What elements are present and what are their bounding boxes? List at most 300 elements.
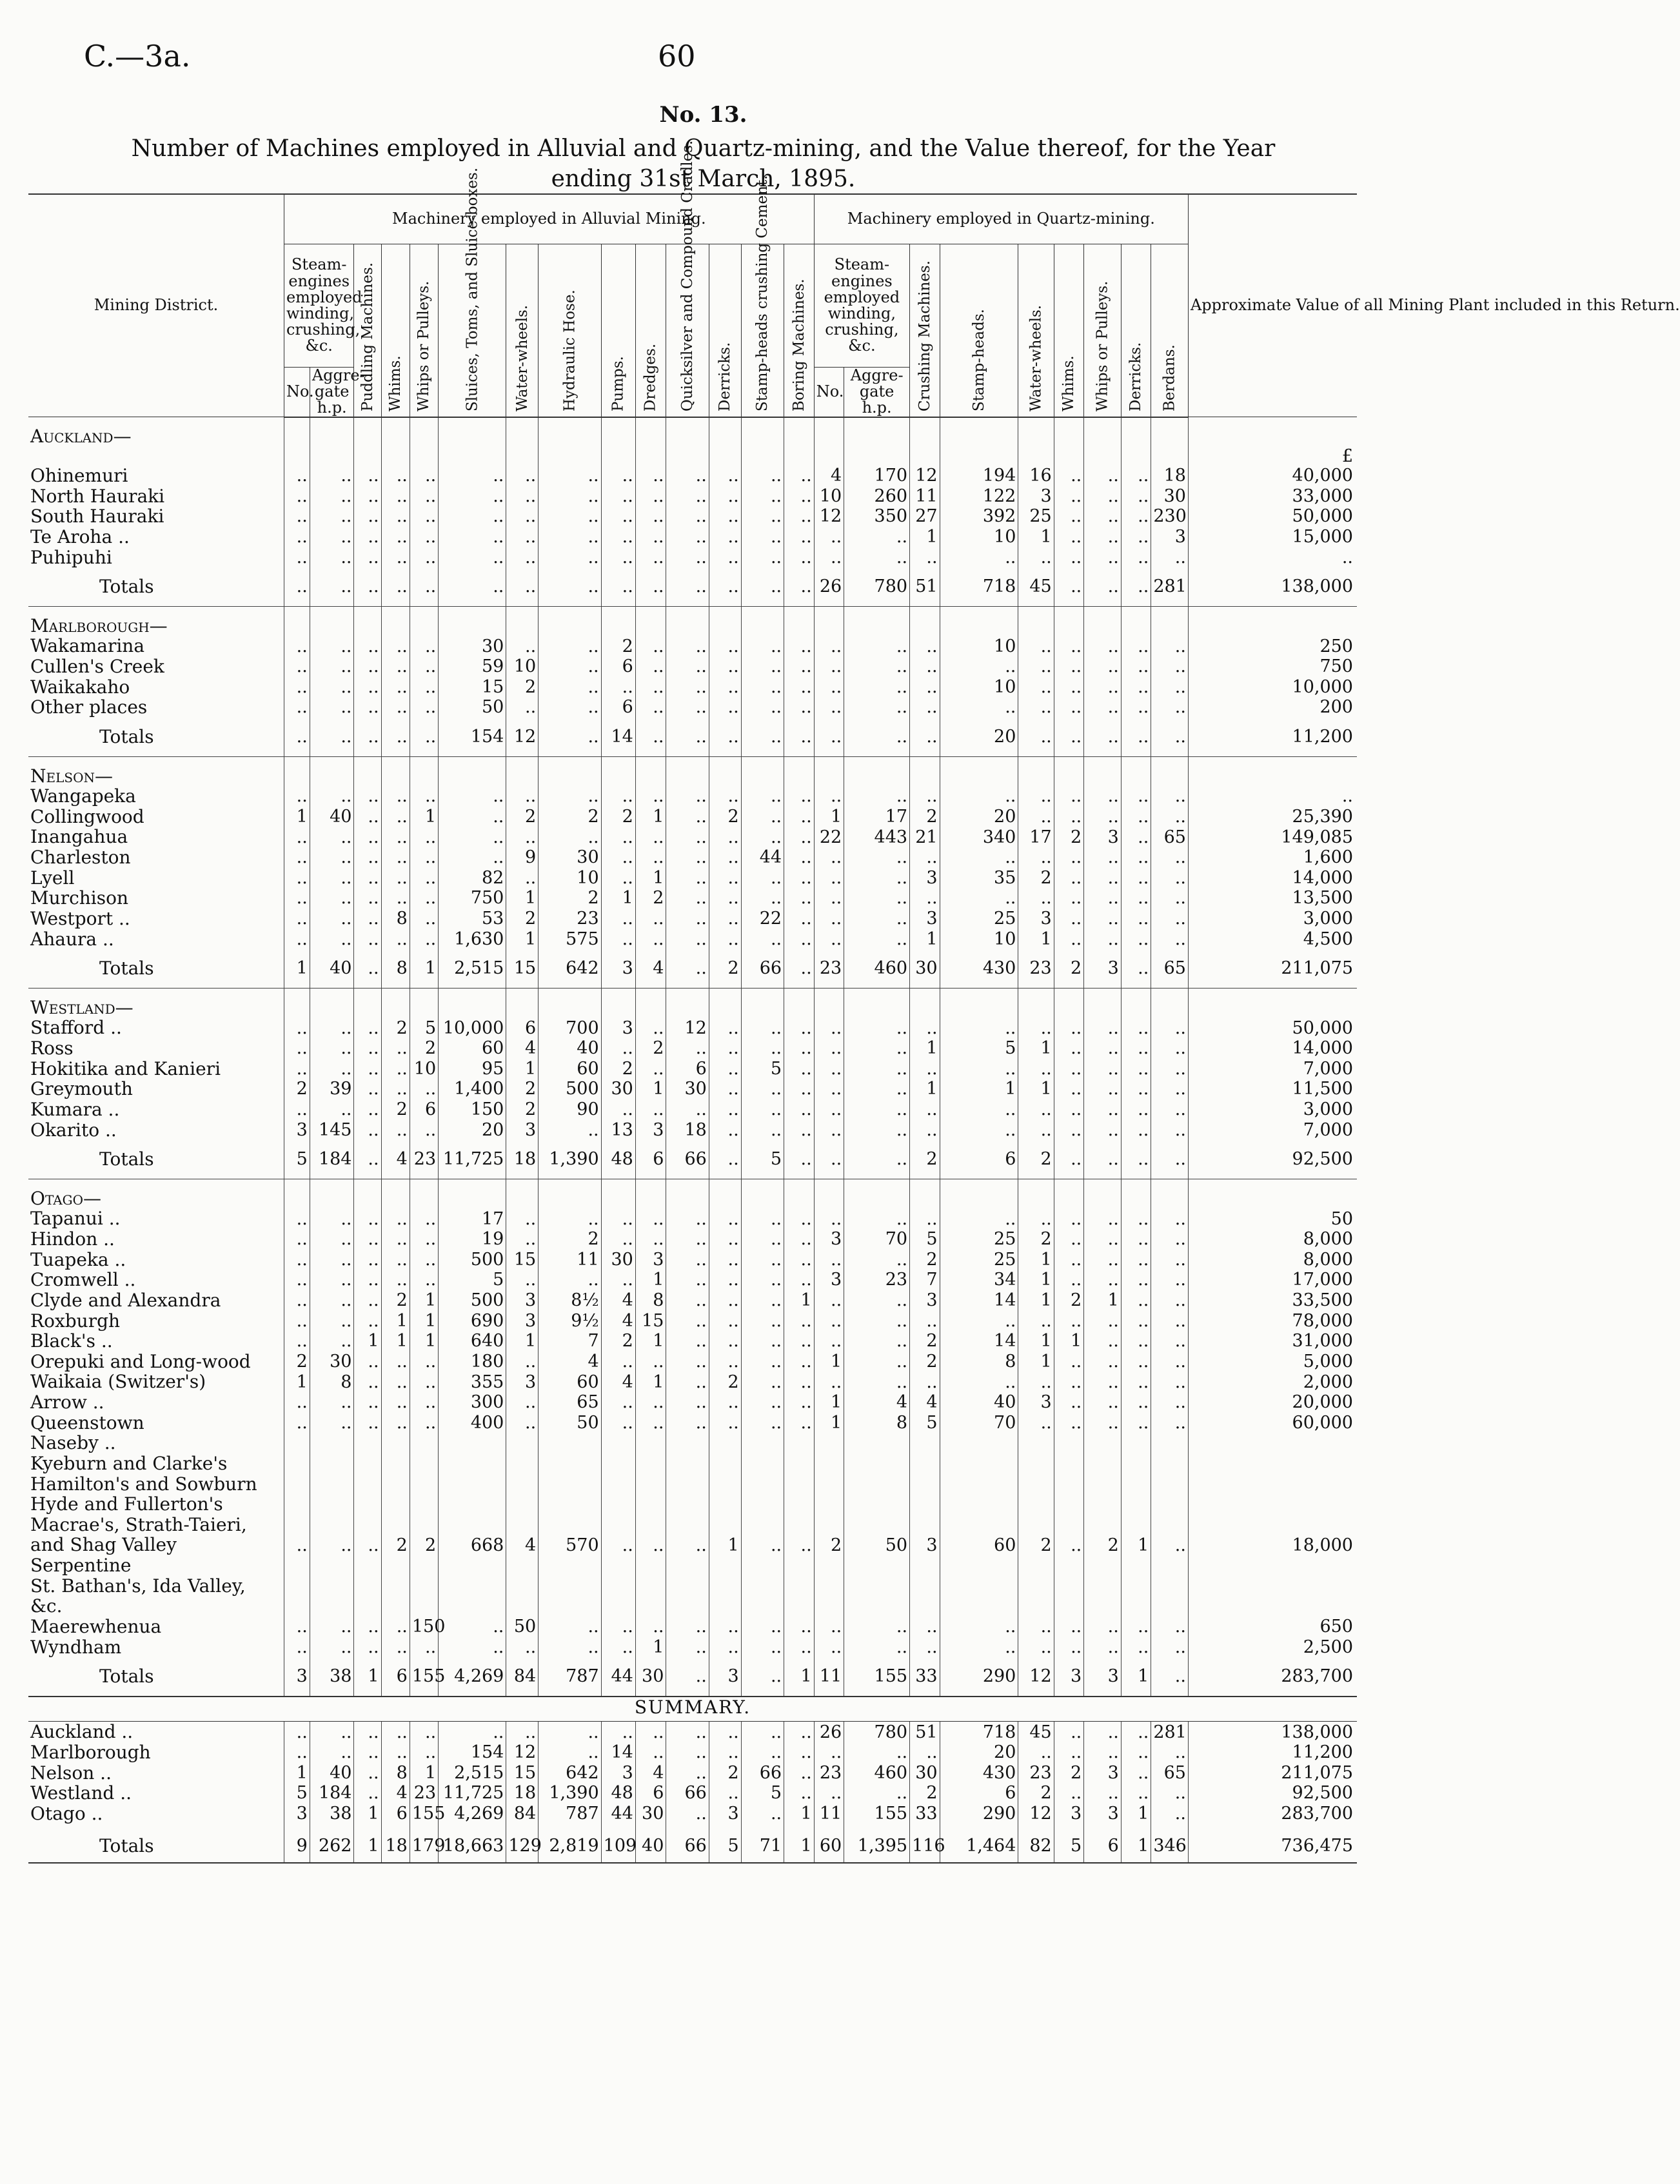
table-row <box>28 847 1357 868</box>
table-cell: .. <box>354 1413 381 1433</box>
table-cell: .. <box>601 1722 635 1742</box>
table-cell: .. <box>940 1372 1018 1392</box>
table-cell: .. <box>1084 888 1122 909</box>
table-cell: 2 <box>381 1290 410 1311</box>
table-cell: .. <box>635 929 666 950</box>
empty-cell <box>284 606 310 636</box>
table-cell: 6 <box>635 1783 666 1804</box>
table-cell: 1 <box>506 1059 539 1079</box>
col-waterwheels-alluvial: Water-wheels. <box>506 244 539 417</box>
table-cell <box>284 1494 310 1515</box>
empty-cell <box>381 1179 410 1208</box>
table-cell: 138,000 <box>1188 1722 1357 1742</box>
table-cell: 281 <box>1151 567 1189 606</box>
table-cell: .. <box>1121 718 1151 756</box>
table-cell: 6 <box>601 656 635 677</box>
empty-cell <box>1054 756 1084 786</box>
table-cell: 30 <box>910 1763 940 1784</box>
table-cell: 7,000 <box>1188 1059 1357 1079</box>
district-name: Stafford .. <box>30 1017 122 1039</box>
table-cell: .. <box>741 1372 784 1392</box>
table-cell <box>666 1433 709 1453</box>
table-cell: .. <box>1084 656 1122 677</box>
table-cell <box>410 1494 438 1515</box>
table-cell: .. <box>940 1617 1018 1637</box>
table-cell: .. <box>284 888 310 909</box>
table-cell: .. <box>284 1515 310 1555</box>
table-cell: .. <box>666 1515 709 1555</box>
table-cell: 2 <box>1018 1140 1054 1179</box>
table-cell: 31,000 <box>1188 1331 1357 1352</box>
table-cell: .. <box>1054 1617 1084 1637</box>
empty-cell <box>741 1179 784 1208</box>
empty-cell <box>635 606 666 636</box>
table-cell: .. <box>1188 547 1357 568</box>
empty-cell <box>1084 988 1122 1018</box>
table-cell: 145 <box>310 1120 354 1141</box>
table-cell <box>310 1576 354 1617</box>
empty-cell <box>1018 1179 1054 1208</box>
empty-cell <box>601 606 635 636</box>
table-cell <box>784 1474 815 1495</box>
table-row <box>28 636 1357 656</box>
district-name: Totals <box>28 718 284 756</box>
district-name: Ahaura .. <box>30 928 114 950</box>
table-cell: .. <box>381 1637 410 1658</box>
table-cell: 50 <box>844 1515 910 1555</box>
table-cell: 21 <box>910 827 940 847</box>
table-cell: 8,000 <box>1188 1250 1357 1270</box>
table-cell: 1 <box>284 807 310 827</box>
table-cell: .. <box>741 786 784 807</box>
table-cell: 2 <box>506 909 539 929</box>
table-cell <box>410 1576 438 1617</box>
table-cell: .. <box>709 677 741 698</box>
table-cell: .. <box>784 567 815 606</box>
table-cell: 1 <box>506 1331 539 1352</box>
table-cell: .. <box>1084 1250 1122 1270</box>
table-cell: .. <box>666 929 709 950</box>
table-row <box>28 1576 1357 1617</box>
empty-cell <box>1018 756 1054 786</box>
table-cell: 1 <box>635 1637 666 1658</box>
table-cell: .. <box>1084 677 1122 698</box>
table-cell: .. <box>910 1372 940 1392</box>
table-cell: .. <box>381 1722 410 1742</box>
empty-cell <box>741 606 784 636</box>
empty-cell <box>635 988 666 1018</box>
table-cell: .. <box>601 1617 635 1637</box>
table-cell: 44 <box>601 1804 635 1824</box>
table-cell: 65 <box>1151 949 1189 988</box>
table-cell: .. <box>709 1229 741 1250</box>
table-cell: 262 <box>310 1824 354 1864</box>
table-cell <box>310 1433 354 1453</box>
table-cell: .. <box>410 786 438 807</box>
table-cell: .. <box>910 1742 940 1763</box>
table-cell: .. <box>635 909 666 929</box>
table-cell: .. <box>354 506 381 527</box>
table-cell: .. <box>666 1413 709 1433</box>
table-cell: 60 <box>539 1059 601 1079</box>
table-cell: .. <box>1121 847 1151 868</box>
empty-cell <box>940 606 1018 636</box>
region-header-row <box>28 756 1357 786</box>
table-cell: .. <box>814 1290 844 1311</box>
table-cell: .. <box>310 929 354 950</box>
table-cell: 3 <box>910 1290 940 1311</box>
table-cell: .. <box>601 1352 635 1372</box>
table-cell: .. <box>666 1290 709 1311</box>
table-cell: 33,000 <box>1188 486 1357 507</box>
table-cell: .. <box>506 1208 539 1229</box>
table-cell: .. <box>506 506 539 527</box>
table-cell: 2,515 <box>439 949 506 988</box>
table-cell <box>1084 1555 1122 1576</box>
table-cell <box>940 1433 1018 1453</box>
table-cell: .. <box>354 1250 381 1270</box>
table-cell: .. <box>1151 1229 1189 1250</box>
table-cell <box>844 1555 910 1576</box>
table-cell: 10,000 <box>1188 677 1357 698</box>
table-cell: .. <box>940 1120 1018 1141</box>
table-cell: .. <box>709 1018 741 1038</box>
table-cell: 5 <box>741 1783 784 1804</box>
district-name: Kumara .. <box>30 1098 120 1120</box>
table-cell: 1 <box>410 949 438 988</box>
col-no-quartz: No. <box>814 368 844 417</box>
table-cell: .. <box>354 1372 381 1392</box>
table-cell: .. <box>709 1637 741 1658</box>
table-cell: .. <box>1151 807 1189 827</box>
table-cell <box>1018 1494 1054 1515</box>
table-cell: .. <box>635 656 666 677</box>
empty-cell <box>381 417 410 447</box>
table-cell <box>506 1453 539 1474</box>
table-cell <box>1054 1494 1084 1515</box>
table-cell: .. <box>635 636 666 656</box>
table-cell: 355 <box>439 1372 506 1392</box>
table-cell: .. <box>1121 1290 1151 1311</box>
table-cell <box>940 1555 1018 1576</box>
table-cell: .. <box>284 1331 310 1352</box>
table-row <box>28 1392 1357 1413</box>
table-cell: .. <box>709 1208 741 1229</box>
table-cell <box>741 1433 784 1453</box>
empty-cell <box>1188 988 1357 1018</box>
table-cell: 150 <box>410 1617 438 1637</box>
table-cell: .. <box>814 1637 844 1658</box>
table-cell: .. <box>439 447 506 486</box>
region-header-row <box>28 417 1357 447</box>
table-cell: 3 <box>709 1657 741 1697</box>
table-cell: 3 <box>601 1763 635 1784</box>
table-cell: 15 <box>635 1311 666 1332</box>
table-cell: .. <box>1151 786 1189 807</box>
table-cell: 1 <box>910 929 940 950</box>
table-cell: 1 <box>1018 1331 1054 1352</box>
table-cell: .. <box>635 447 666 486</box>
table-cell: 3 <box>1018 909 1054 929</box>
table-cell: .. <box>741 1120 784 1141</box>
table-cell: .. <box>1151 1352 1189 1372</box>
table-cell: .. <box>635 718 666 756</box>
table-cell: .. <box>284 1742 310 1763</box>
table-cell: 1 <box>354 1804 381 1824</box>
table-cell: .. <box>310 1059 354 1079</box>
table-cell: 3 <box>814 1270 844 1290</box>
empty-cell <box>539 988 601 1018</box>
table-cell: .. <box>1151 1372 1189 1392</box>
table-cell: .. <box>784 1018 815 1038</box>
table-cell: 5 <box>284 1140 310 1179</box>
table-row <box>28 1038 1357 1059</box>
table-cell: .. <box>784 888 815 909</box>
table-cell: .. <box>539 718 601 756</box>
empty-cell <box>381 606 410 636</box>
table-cell: 3 <box>1084 1804 1122 1824</box>
table-cell: 8½ <box>539 1290 601 1311</box>
table-cell <box>601 1555 635 1576</box>
table-cell: .. <box>1054 1079 1084 1099</box>
table-cell: .. <box>940 1099 1018 1120</box>
table-cell: 92,500 <box>1188 1783 1357 1804</box>
table-cell: 22 <box>741 909 784 929</box>
table-cell <box>844 1576 910 1617</box>
table-cell: .. <box>381 807 410 827</box>
empty-cell <box>1188 1179 1357 1208</box>
table-cell: 19 <box>439 1229 506 1250</box>
table-cell: .. <box>1018 888 1054 909</box>
table-cell: .. <box>539 1270 601 1290</box>
table-cell: .. <box>284 1637 310 1658</box>
table-cell: .. <box>539 827 601 847</box>
empty-cell <box>284 1179 310 1208</box>
table-cell: .. <box>709 1783 741 1804</box>
table-cell: 6 <box>1084 1824 1122 1864</box>
table-cell: 6 <box>410 1099 438 1120</box>
empty-cell <box>354 417 381 447</box>
table-cell <box>910 1555 940 1576</box>
table-cell: 500 <box>439 1290 506 1311</box>
table-cell: .. <box>1054 1270 1084 1290</box>
table-cell: .. <box>439 847 506 868</box>
document-reference: C.—3a. <box>84 39 191 74</box>
table-cell: .. <box>844 1617 910 1637</box>
table-cell: .. <box>784 1637 815 1658</box>
table-cell: .. <box>666 1250 709 1270</box>
table-cell <box>506 1555 539 1576</box>
empty-cell <box>666 988 709 1018</box>
table-row <box>28 677 1357 698</box>
table-cell: 460 <box>844 1763 910 1784</box>
district-name: Ohinemuri <box>30 465 128 487</box>
table-cell: .. <box>1018 1742 1054 1763</box>
table-cell: .. <box>1084 1270 1122 1290</box>
table-cell: .. <box>844 656 910 677</box>
table-cell: .. <box>506 697 539 718</box>
table-cell <box>709 1494 741 1515</box>
table-cell: .. <box>354 786 381 807</box>
table-cell: 170 <box>844 447 910 486</box>
table-cell: .. <box>410 527 438 547</box>
table-cell: .. <box>940 1018 1018 1038</box>
table-cell: .. <box>1054 1018 1084 1038</box>
table-cell: .. <box>784 1079 815 1099</box>
table-cell: .. <box>506 827 539 847</box>
table-cell: .. <box>539 656 601 677</box>
table-cell: .. <box>814 1120 844 1141</box>
table-cell: 149,085 <box>1188 827 1357 847</box>
table-cell: .. <box>354 567 381 606</box>
table-cell <box>539 1494 601 1515</box>
table-cell <box>940 1474 1018 1495</box>
table-cell: .. <box>410 1250 438 1270</box>
table-cell <box>814 1555 844 1576</box>
empty-cell <box>539 606 601 636</box>
empty-cell <box>814 1179 844 1208</box>
table-cell: .. <box>784 1229 815 1250</box>
table-cell: 4 <box>635 1763 666 1784</box>
table-cell: .. <box>910 786 940 807</box>
table-row <box>28 1372 1357 1392</box>
empty-cell <box>310 988 354 1018</box>
table-cell: .. <box>1151 1617 1189 1637</box>
table-cell: .. <box>354 1617 381 1637</box>
table-cell: 200 <box>1188 697 1357 718</box>
col-value: Approximate Value of all Mining Plant included in this Return. <box>1188 194 1357 417</box>
table-cell: 44 <box>741 847 784 868</box>
table-cell: .. <box>784 718 815 756</box>
table-cell: .. <box>1121 1372 1151 1392</box>
col-whips-alluvial: Whips or Pulleys. <box>410 244 438 417</box>
table-cell: 14 <box>940 1290 1018 1311</box>
table-cell: 3 <box>506 1120 539 1141</box>
table-cell <box>381 1433 410 1453</box>
table-cell: .. <box>741 447 784 486</box>
table-cell: .. <box>784 1392 815 1413</box>
table-cell: 50 <box>506 1617 539 1637</box>
table-cell <box>1121 1453 1151 1474</box>
table-cell: .. <box>1054 567 1084 606</box>
table-cell: .. <box>709 486 741 507</box>
table-cell: 392 <box>940 506 1018 527</box>
table-cell: 14,000 <box>1188 868 1357 889</box>
table-cell: .. <box>539 636 601 656</box>
table-cell: .. <box>1151 656 1189 677</box>
empty-cell <box>1054 1179 1084 1208</box>
table-cell: 430 <box>940 949 1018 988</box>
table-cell <box>439 1494 506 1515</box>
table-cell: 1 <box>381 1311 410 1332</box>
table-cell: 30 <box>310 1352 354 1372</box>
table-cell <box>709 1433 741 1453</box>
table-cell <box>709 1576 741 1617</box>
table-cell: 1,464 <box>940 1824 1018 1864</box>
table-cell: .. <box>354 847 381 868</box>
table-cell: .. <box>844 1311 910 1332</box>
table-cell: 11 <box>814 1657 844 1697</box>
table-cell <box>1188 1433 1357 1453</box>
table-cell: 20 <box>940 1742 1018 1763</box>
table-cell: .. <box>940 547 1018 568</box>
table-cell: .. <box>410 847 438 868</box>
table-cell: .. <box>1151 1657 1189 1697</box>
empty-cell <box>910 1179 940 1208</box>
table-cell: .. <box>910 888 940 909</box>
table-cell: .. <box>381 656 410 677</box>
table-cell: 340 <box>940 827 1018 847</box>
table-cell: 3 <box>635 1120 666 1141</box>
table-cell: 2 <box>410 1515 438 1555</box>
district-name: Black's .. <box>30 1330 113 1352</box>
table-cell: 3 <box>601 949 635 988</box>
table-cell <box>1084 1494 1122 1515</box>
table-cell: .. <box>1121 929 1151 950</box>
table-cell: .. <box>1084 567 1122 606</box>
table-cell: 40 <box>940 1392 1018 1413</box>
table-cell: .. <box>354 1515 381 1555</box>
table-cell: .. <box>1018 847 1054 868</box>
table-cell <box>910 1494 940 1515</box>
table-cell: .. <box>1151 1290 1189 1311</box>
table-cell: 2 <box>601 636 635 656</box>
table-cell: .. <box>741 547 784 568</box>
table-cell <box>814 1433 844 1453</box>
table-cell: 155 <box>410 1657 438 1697</box>
table-cell: .. <box>381 636 410 656</box>
district-name: South Hauraki <box>30 506 164 527</box>
table-cell <box>310 1453 354 1474</box>
table-cell: .. <box>814 929 844 950</box>
table-cell: 1 <box>354 1657 381 1697</box>
table-cell: .. <box>601 1392 635 1413</box>
empty-cell <box>410 606 438 636</box>
table-cell: .. <box>1084 786 1122 807</box>
table-cell: .. <box>1121 949 1151 988</box>
table-cell: .. <box>1121 1311 1151 1332</box>
table-cell: 65 <box>1151 1763 1189 1784</box>
table-cell: 51 <box>910 1722 940 1742</box>
table-cell: 17,000 <box>1188 1270 1357 1290</box>
table-cell: .. <box>741 697 784 718</box>
table-cell: 6 <box>940 1783 1018 1804</box>
empty-cell <box>784 606 815 636</box>
table-cell: .. <box>635 677 666 698</box>
table-cell <box>354 1494 381 1515</box>
table-cell <box>601 1576 635 1617</box>
table-cell: .. <box>354 1038 381 1059</box>
table-cell <box>1084 1576 1122 1617</box>
table-cell: .. <box>601 1515 635 1555</box>
table-cell: .. <box>310 1331 354 1352</box>
table-cell: .. <box>741 1311 784 1332</box>
summary-title: SUMMARY. <box>28 1697 1357 1722</box>
table-cell: 1 <box>284 1372 310 1392</box>
table-cell: .. <box>284 547 310 568</box>
table-cell: .. <box>1084 929 1122 950</box>
table-cell: 460 <box>844 949 910 988</box>
table-row <box>28 1433 1357 1453</box>
table-cell: 11,725 <box>439 1783 506 1804</box>
table-cell: 66 <box>741 1763 784 1784</box>
table-cell: 3 <box>709 1804 741 1824</box>
table-cell <box>1188 1474 1357 1495</box>
table-cell: 2 <box>709 1372 741 1392</box>
table-cell: 2 <box>601 1059 635 1079</box>
table-cell: .. <box>635 847 666 868</box>
empty-cell <box>666 756 709 786</box>
